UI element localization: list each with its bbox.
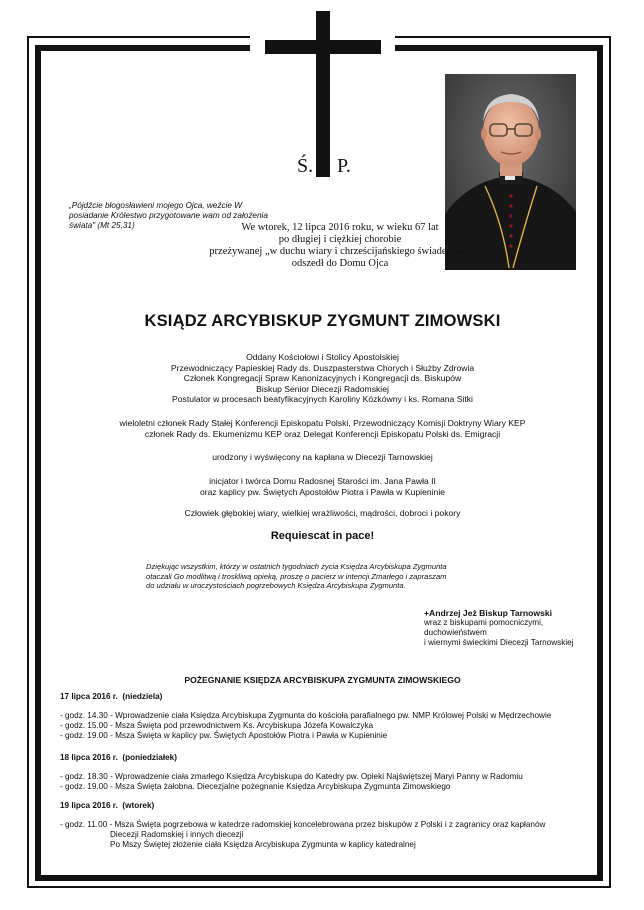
cross-icon <box>316 11 330 177</box>
initiator-block <box>55 476 590 497</box>
thanks-line: otaczali Go modlitwą i troskliwą opieką, proszę o pacierz w intencji Zmarłego i zapraszam <box>146 571 447 581</box>
schedule-entry: - godz. 19.00 - Msza Święta żałobna. Diecezjalne pożegnanie Księdza Arcybiskupa Zygmunta Zimowskiego <box>60 782 451 791</box>
schedule-entry: - godz. 18.30 - Wprowadzenie ciała zmarłego Księdza Arcybiskupa do Katedry pw. Opieki Najświętszej Maryi Panny w Radomiu <box>60 772 523 781</box>
day-heading <box>60 801 600 811</box>
schedule-day <box>60 801 600 850</box>
schedule-entry: - godz. 19.00 - Msza Święta w kaplicy pw. Świętych Apostołów Piotra i Pawła w Kupieninie <box>60 731 388 740</box>
intro-line: przeżywanej „w duchu wiary i chrześcijańskiego świadectwa" <box>209 246 471 257</box>
title-line: Postulator w procesach beatyfikacyjnych Karoliny Kózkówny i ks. Romana Sitki <box>172 394 473 404</box>
day-weekday: (wtorek) <box>122 801 155 810</box>
cross-icon-bar <box>265 40 381 54</box>
death-announcement <box>130 222 550 270</box>
intro-line: odszedł do Domu Ojca <box>291 258 389 269</box>
virtues-text: Człowiek głębokiej wiary, wielkiej wrażliwości, mądrości, dobroci i pokory <box>184 508 461 518</box>
bishop-line: i wiernymi świeckimi Diecezji Tarnowskiej <box>424 638 574 647</box>
schedule-entry: - godz. 15.00 - Msza Święta pod przewodnictwem Ks. Arcybiskupa Józefa Kowalczyka <box>60 721 374 730</box>
requiescat-text: Requiescat in pace! <box>270 530 375 542</box>
day-heading <box>60 753 600 763</box>
kep-line: członek Rady ds. Ekumenizmu KEP oraz Delegat Konferencji Episkopatu Polski ds. Emigracji <box>144 428 501 439</box>
initiator-line: inicjator i twórca Domu Radosnej Starości im. Jana Pawła II <box>209 476 436 486</box>
bishop-line: duchowieństwem <box>424 628 487 637</box>
thanks-paragraph <box>146 562 526 591</box>
sp-letter-p: P. <box>337 155 351 177</box>
sp-letter-s: Ś. <box>297 155 314 177</box>
initiator-line: oraz kaplicy pw. Świętych Apostołów Piotra i Pawła w Kupieninie <box>199 486 446 497</box>
bible-verse: „Pójdźcie błogosławieni mojego Ojca, weźcie W posiadanie Królestwo przygotowane wam od założenia świata" (Mt 25,31) <box>69 201 268 230</box>
farewell-title: POŻEGNANIE KSIĘDZA ARCYBISKUPA ZYGMUNTA ZIMOWSKIEGO <box>184 675 461 685</box>
deceased-name: KSIĄDZ ARCYBISKUP ZYGMUNT ZIMOWSKI <box>144 312 501 330</box>
title-line: Przewodniczący Papieskiej Rady ds. Duszpasterstwa Chorych i Służby Zdrowia <box>170 362 475 373</box>
bishop-name: +Andrzej Jeż Biskup Tarnowski <box>424 608 553 618</box>
intro-line: po długiej i ciężkiej chorobie <box>278 234 402 245</box>
schedule-entry: Po Mszy Świętej złożenie ciała Księdza Arcybiskupa Zygmunta w kaplicy katedralnej <box>110 840 416 849</box>
bishop-line: wraz z biskupami pomocniczymi, <box>424 618 544 627</box>
intro-line: We wtorek, 12 lipca 2016 roku, w wieku 67 lat <box>241 222 439 233</box>
day-date: 19 lipca 2016 r. <box>60 801 118 810</box>
title-line: Członek Kongregacji Spraw Kanonizacyjnych i Kongregacji ds. Biskupów <box>183 373 462 383</box>
day-heading <box>60 692 600 702</box>
kep-line: wieloletni członek Rady Stałej Konferencji Episkopatu Polski, Przewodniczący Komisji Doktryny Wiary KEP <box>119 418 526 428</box>
thanks-line: Dziękując wszystkim, którzy w ostatnich tygodniach życia Księdza Arcybiskupa Zygmunta <box>146 562 447 571</box>
day-date: 17 lipca 2016 r. <box>60 692 118 701</box>
day-date: 18 lipca 2016 r. <box>60 753 118 762</box>
title-line: Oddany Kościołowi i Stolicy Apostolskiej <box>246 352 399 362</box>
schedule-entry: - godz. 14.30 - Wprowadzenie ciała Księdza Arcybiskupa Zygmunta do kościoła parafialnego pw. NMP Królowej Polski w Mędrzechowie <box>60 711 552 720</box>
schedule-entry: - godz. 11.00 - Msza Święta pogrzebowa w katedrze radomskiej koncelebrowana przez biskupów z Polski i z zagranicy oraz kapłanów <box>60 820 546 829</box>
schedule-day <box>60 692 600 741</box>
ordained-text: urodzony i wyświęcony na kapłana w Diecezji Tarnowskiej <box>212 452 433 462</box>
title-line: Biskup Senior Diecezji Radomskiej <box>256 383 389 394</box>
thanks-line: do udziału w uroczystościach pogrzebowych Księdza Arcybiskupa Zygmunta. <box>146 581 406 590</box>
titles-block <box>55 352 590 405</box>
bishop-signature <box>424 608 604 648</box>
day-weekday: (poniedziałek) <box>122 753 177 762</box>
kep-roles-block <box>55 418 590 439</box>
day-weekday: (niedziela) <box>122 692 163 701</box>
schedule-entry: Diecezji Radomskiej i innych diecezji <box>110 830 244 839</box>
schedule-day <box>60 753 600 792</box>
